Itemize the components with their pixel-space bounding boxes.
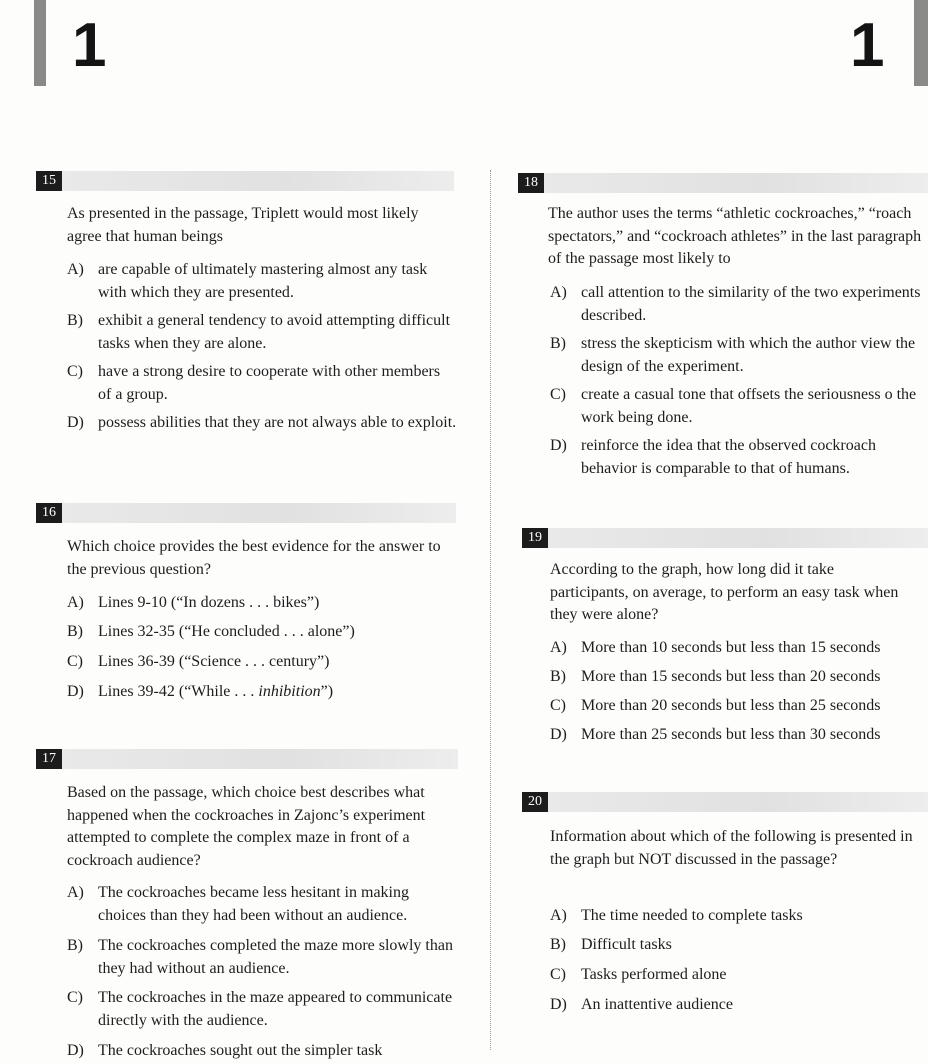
q17-option-c[interactable] bbox=[67, 987, 459, 1032]
option-letter: D) bbox=[67, 414, 84, 431]
option-text: reinforce the idea that the observed cockroach behavior is comparable to that of humans. bbox=[581, 437, 876, 477]
question-header-bar bbox=[522, 792, 928, 812]
q17-option-d[interactable] bbox=[67, 1040, 459, 1063]
option-letter: A) bbox=[550, 907, 567, 924]
question-header-bar bbox=[36, 171, 454, 191]
question-20-stem: Information about which of the following is presented in the graph but NOT discussed in the passage? bbox=[550, 828, 913, 868]
question-number-19: 19 bbox=[522, 528, 548, 548]
option-text: More than 20 seconds but less than 25 seconds bbox=[581, 697, 881, 714]
question-number-16: 16 bbox=[36, 503, 62, 523]
option-text: Difficult tasks bbox=[581, 936, 672, 953]
option-letter: A) bbox=[67, 594, 84, 611]
section-number-left: 1 bbox=[72, 11, 107, 80]
question-16-stem: Which choice provides the best evidence for the answer to the previous question? bbox=[67, 538, 441, 578]
option-text: More than 25 seconds but less than 30 seconds bbox=[581, 726, 881, 743]
option-text: Tasks performed alone bbox=[581, 966, 727, 983]
option-text: are capable of ultimately mastering almost any task with which they are presented. bbox=[98, 261, 428, 301]
option-letter: D) bbox=[67, 1042, 84, 1059]
option-letter: B) bbox=[67, 937, 83, 954]
q19-option-b[interactable] bbox=[550, 666, 928, 689]
q19-option-c[interactable] bbox=[550, 695, 928, 718]
question-17-stem: Based on the passage, which choice best describes what happened when the cockroaches in Zajonc’s experiment attempted to complete the complex maze in front of a cockroach audience? bbox=[67, 784, 426, 869]
q18-option-c[interactable] bbox=[550, 384, 928, 429]
section-number-right: 1 bbox=[850, 11, 885, 80]
option-letter: B) bbox=[550, 936, 566, 953]
q16-option-d[interactable] bbox=[67, 681, 457, 704]
q19-option-a[interactable] bbox=[550, 637, 928, 660]
q18-option-a[interactable] bbox=[550, 282, 928, 327]
q15-option-d[interactable] bbox=[67, 412, 457, 435]
question-19-stem: According to the graph, how long did it take participants, on average, to perform an easy task when they were alone? bbox=[550, 561, 899, 623]
option-text: The cockroaches became less hesitant in making choices than they had been without an audience. bbox=[98, 884, 409, 924]
q19-option-d[interactable] bbox=[550, 724, 928, 747]
question-15-stem: As presented in the passage, Triplett would most likely agree that human beings bbox=[67, 205, 419, 245]
option-letter: C) bbox=[67, 653, 83, 670]
option-text: have a strong desire to cooperate with other members of a group. bbox=[98, 363, 441, 403]
option-text bbox=[98, 681, 457, 704]
q16-option-a[interactable] bbox=[67, 592, 457, 615]
option-text: The cockroaches completed the maze more slowly than they had without an audience. bbox=[98, 937, 453, 977]
option-letter: B) bbox=[67, 623, 83, 640]
q16-option-c[interactable] bbox=[67, 651, 457, 674]
q20-option-b[interactable] bbox=[550, 934, 928, 957]
q18-option-b[interactable] bbox=[550, 333, 928, 378]
option-letter: A) bbox=[550, 284, 567, 301]
option-text: call attention to the similarity of the two experiments described. bbox=[581, 284, 921, 324]
page-edge-right-decoration bbox=[914, 0, 928, 86]
option-text: The cockroaches sought out the simpler task bbox=[98, 1042, 383, 1059]
option-text: possess abilities that they are not always able to exploit. bbox=[98, 414, 457, 431]
option-text: The time needed to complete tasks bbox=[581, 907, 803, 924]
page-edge-left-decoration bbox=[34, 0, 46, 86]
option-text-italic: inhibition bbox=[258, 683, 321, 700]
option-text: More than 10 seconds but less than 15 seconds bbox=[581, 639, 881, 656]
option-text: The cockroaches in the maze appeared to communicate directly with the audience. bbox=[98, 989, 453, 1029]
option-text: stress the skepticism with which the author view the design of the experiment. bbox=[581, 335, 916, 375]
option-letter: B) bbox=[550, 335, 566, 352]
option-letter: A) bbox=[67, 884, 84, 901]
option-letter: C) bbox=[550, 386, 566, 403]
option-letter: C) bbox=[550, 697, 566, 714]
column-divider bbox=[490, 170, 491, 1050]
question-header-bar bbox=[36, 503, 456, 523]
option-text: Lines 32-35 (“He concluded . . . alone”) bbox=[98, 623, 355, 640]
q17-option-a[interactable] bbox=[67, 882, 459, 927]
option-text: create a casual tone that offsets the seriousness o the work being done. bbox=[581, 386, 917, 426]
option-text: Lines 36-39 (“Science . . . century”) bbox=[98, 653, 330, 670]
option-letter: D) bbox=[550, 996, 567, 1013]
option-text: More than 15 seconds but less than 20 seconds bbox=[581, 668, 881, 685]
option-letter: C) bbox=[550, 966, 566, 983]
option-letter: D) bbox=[67, 683, 84, 700]
option-text: Lines 9-10 (“In dozens . . . bikes”) bbox=[98, 594, 320, 611]
option-letter: D) bbox=[550, 726, 567, 743]
q15-option-a[interactable] bbox=[67, 259, 457, 304]
option-text-suffix: ”) bbox=[320, 683, 334, 700]
option-text: An inattentive audience bbox=[581, 996, 733, 1013]
q18-option-d[interactable] bbox=[550, 435, 928, 480]
q15-option-c[interactable] bbox=[67, 361, 457, 406]
question-number-20: 20 bbox=[522, 792, 548, 812]
option-letter: B) bbox=[550, 668, 566, 685]
question-number-18: 18 bbox=[518, 173, 544, 193]
option-letter: C) bbox=[67, 989, 83, 1006]
question-number-15: 15 bbox=[36, 171, 62, 191]
q15-option-b[interactable] bbox=[67, 310, 457, 355]
question-number-17: 17 bbox=[36, 749, 62, 769]
question-header-bar bbox=[36, 749, 458, 769]
option-letter: C) bbox=[67, 363, 83, 380]
question-18-stem: The author uses the terms “athletic cockroaches,” “roach spectators,” and “cockroach athletes” in the last paragraph of the passage most likely to bbox=[548, 205, 922, 267]
q20-option-d[interactable] bbox=[550, 994, 928, 1017]
q20-option-a[interactable] bbox=[550, 905, 928, 928]
option-text-prefix: Lines 39-42 (“While . . . bbox=[98, 683, 259, 700]
q17-option-b[interactable] bbox=[67, 935, 459, 980]
option-letter: A) bbox=[67, 261, 84, 278]
q16-option-b[interactable] bbox=[67, 621, 457, 644]
option-letter: B) bbox=[67, 312, 83, 329]
q20-option-c[interactable] bbox=[550, 964, 928, 987]
question-header-bar bbox=[518, 173, 928, 193]
question-header-bar bbox=[522, 528, 928, 548]
option-text: exhibit a general tendency to avoid attempting difficult tasks when they are alone. bbox=[98, 312, 451, 352]
option-letter: D) bbox=[550, 437, 567, 454]
option-letter: A) bbox=[550, 639, 567, 656]
